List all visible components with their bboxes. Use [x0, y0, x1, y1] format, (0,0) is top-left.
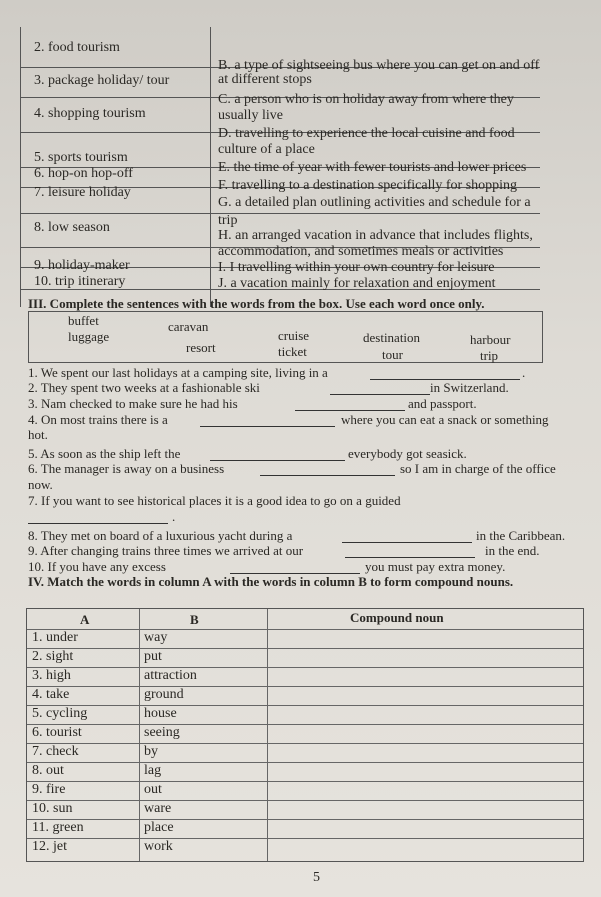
box-word: destination — [363, 330, 421, 345]
matching-item: 7. leisure holiday — [34, 185, 131, 200]
sentence-text: 6. The manager is away on a business — [28, 461, 225, 476]
answer-blank[interactable] — [295, 410, 405, 411]
sentence-text: 4. On most trains there is a — [28, 412, 168, 427]
col-a-word: 9. fire — [32, 782, 66, 797]
matching-item: 2. food tourism — [34, 40, 120, 55]
sentence-end: in the Caribbean. — [476, 528, 566, 543]
answer-blank[interactable] — [260, 475, 395, 476]
sentence-text: hot. — [28, 427, 48, 442]
matching-item: 6. hop-on hop-off — [34, 166, 133, 181]
definition-line: trip — [218, 213, 238, 228]
matching-item: 3. package holiday/ tour — [34, 73, 170, 88]
definition-line: G. a detailed plan outlining activities and schedule for a — [218, 195, 531, 210]
answer-blank[interactable] — [330, 394, 430, 395]
section3-heading: III. Complete the sentences with the words from the box. Use each word once only. — [28, 296, 485, 311]
box-word: ticket — [278, 344, 307, 359]
definition-line: F. travelling to a destination specifically for shopping — [218, 178, 518, 193]
answer-blank[interactable] — [210, 460, 345, 461]
sentence-text: 1. We spent our last holidays at a camping site, living in a — [28, 365, 328, 380]
sentence-text: 3. Nam checked to make sure he had his — [28, 396, 238, 411]
col-b-word: put — [144, 649, 162, 664]
sentence-end: everybody got seasick. — [348, 446, 467, 461]
sentence-end: so I am in charge of the office — [400, 461, 556, 476]
definition-line: D. travelling to experience the local cuisine and food — [218, 126, 515, 141]
definition-line: C. a person who is on holiday away from where they — [218, 92, 514, 107]
col-a-word: 8. out — [32, 763, 64, 778]
definition-line: J. a vacation mainly for relaxation and enjoyment — [218, 276, 496, 291]
col-b-header: B — [190, 612, 199, 627]
definition-line: culture of a place — [218, 142, 315, 157]
col-a-word: 5. cycling — [32, 706, 88, 721]
col-b-word: house — [144, 706, 177, 721]
box-word: cruise — [278, 328, 310, 343]
col-b-word: work — [144, 839, 173, 854]
answer-blank[interactable] — [28, 523, 168, 524]
sentence-end: in Switzerland. — [430, 380, 509, 395]
sentence-end: . — [522, 365, 526, 380]
sentence-text: 5. As soon as the ship left the — [28, 446, 181, 461]
sentence-end: and passport. — [408, 396, 477, 411]
definition-line: I. I travelling within your own country for leisure — [218, 260, 495, 275]
page-number: 5 — [313, 870, 320, 885]
col-a-word: 4. take — [32, 687, 70, 702]
col-b-word: ware — [144, 801, 172, 816]
definition-line: at different stops — [218, 72, 312, 87]
sentence-end: where you can eat a snack or something — [341, 412, 549, 427]
col-a-word: 3. high — [32, 668, 71, 683]
sentence-end: you must pay extra money. — [365, 559, 506, 574]
col-a-word: 6. tourist — [32, 725, 82, 740]
answer-blank[interactable] — [342, 542, 472, 543]
definition-line: usually live — [218, 108, 283, 123]
section4-heading: IV. Match the words in column A with the words in column B to form compound nouns. — [28, 574, 514, 589]
sentence-end: . — [172, 509, 176, 524]
definition-line: accommodation, and sometimes meals or activities — [218, 244, 504, 259]
matching-item: 9. holiday-maker — [34, 258, 130, 273]
compound-table — [26, 608, 584, 862]
col-a-word: 11. green — [32, 820, 84, 835]
box-word: luggage — [68, 329, 110, 344]
col-a-header: A — [80, 612, 90, 627]
box-word: resort — [186, 340, 216, 355]
box-word: tour — [382, 347, 403, 362]
matching-item: 4. shopping tourism — [34, 106, 146, 121]
box-word: caravan — [168, 319, 209, 334]
matching-item: 8. low season — [34, 220, 110, 235]
matching-item: 10. trip itinerary — [34, 274, 126, 289]
col-b-word: lag — [144, 763, 162, 778]
definition-line: H. an arranged vacation in advance that includes flights, — [218, 228, 533, 243]
sentence-text: 9. After changing trains three times we arrived at our — [28, 543, 304, 558]
col-a-word: 10. sun — [32, 801, 73, 816]
col-a-word: 12. jet — [32, 839, 67, 854]
col-b-word: ground — [144, 687, 184, 702]
col-b-word: by — [144, 744, 158, 759]
sentence-text: 2. They spent two weeks at a fashionable ski — [28, 380, 260, 395]
col-b-word: seeing — [144, 725, 180, 740]
definition-line: E. the time of year with fewer tourists and lower prices — [218, 160, 527, 175]
col-b-word: place — [144, 820, 174, 835]
sentence-text: now. — [28, 477, 53, 492]
box-word: trip — [480, 348, 499, 363]
col-a-word: 2. sight — [32, 649, 74, 664]
sentence-text: 7. If you want to see historical places it is a good idea to go on a guided — [28, 493, 401, 508]
col-b-word: way — [144, 630, 168, 645]
col-b-word: attraction — [144, 668, 197, 683]
col-a-word: 1. under — [32, 630, 78, 645]
col-c-header: Compound noun — [350, 610, 444, 625]
col-b-word: out — [144, 782, 162, 797]
matching-item: 5. sports tourism — [34, 150, 128, 165]
box-word: harbour — [470, 332, 511, 347]
sentence-text: 10. If you have any excess — [28, 559, 166, 574]
answer-blank[interactable] — [345, 557, 475, 558]
sentence-end: in the end. — [485, 543, 540, 558]
definition-line: B. a type of sightseeing bus where you can get on and off — [218, 58, 540, 73]
box-word: buffet — [68, 313, 99, 328]
col-a-word: 7. check — [32, 744, 79, 759]
answer-blank[interactable] — [200, 426, 335, 427]
sentence-text: 8. They met on board of a luxurious yacht during a — [28, 528, 293, 543]
